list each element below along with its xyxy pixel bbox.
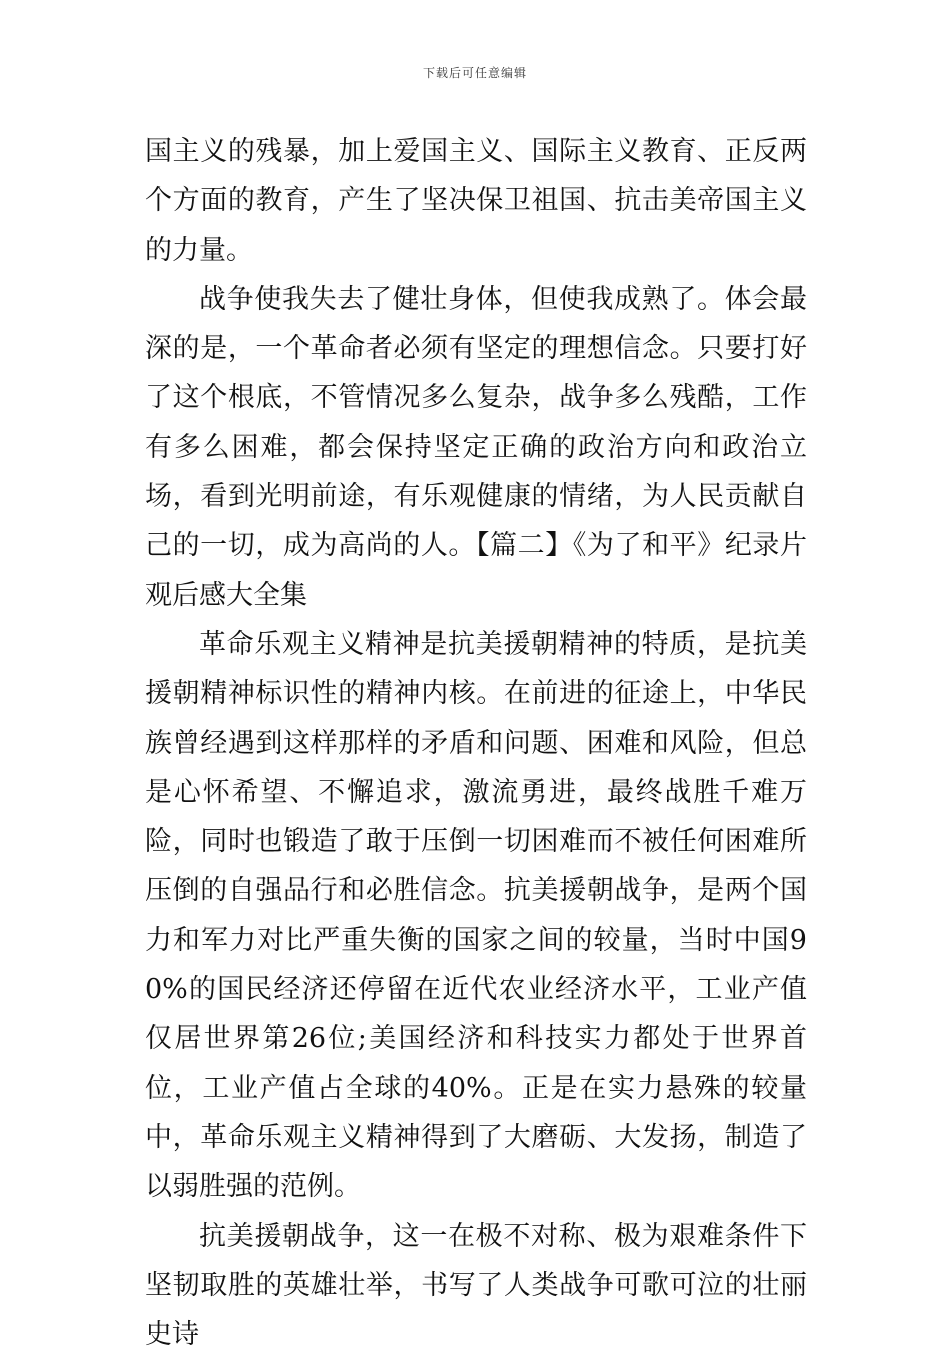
page-header: 下载后可任意编辑: [422, 66, 527, 80]
paragraph-1: 国主义的残暴，加上爱国主义、国际主义教育、正反两个方面的教育，产生了坚决保卫祖国、抗击美帝国主义的力量。: [145, 136, 807, 266]
paragraph-4: 抗美援朝战争，这一在极不对称、极为艰难条件下坚韧取胜的英雄壮举，书写了人类战争可歌可泣的壮丽史诗: [145, 1220, 807, 1351]
document-body: [145, 127, 807, 1359]
paragraph-3: 革命乐观主义精神是抗美援朝精神的特质，是抗美援朝精神标识性的精神内核。在前进的征途上，中华民族曾经遇到这样那样的矛盾和问题、困难和风险，但总是心怀希望、不懈追求，激流勇进，最终战胜千难万险，同时也锻造了敢于压倒一切困难而不被任何困难所压倒的自强品行和必胜信念。抗美援朝战争，是两个国力和军力对比严重失衡的国家之间的较量，当时中国90%的国民经济还停留在近代农业经济水平，工业产值仅居世界第26位;美国经济和科技实力都处于世界首位，工业产值占全球的40%。正是在实力悬殊的较量中，革命乐观主义精神得到了大磨砺、大发扬，制造了以弱胜强的范例。: [145, 628, 807, 1203]
paragraph-2: 战争使我失去了健壮身体，但使我成熟了。体会最深的是，一个革命者必须有坚定的理想信念。只要打好了这个根底，不管情况多么复杂，战争多么残酷，工作有多么困难，都会保持坚定正确的政治方向和政治立场，看到光明前途，有乐观健康的情绪，为人民贡献自己的一切，成为高尚的人。【篇二】《为了和平》纪录片观后感大全集: [145, 283, 807, 611]
